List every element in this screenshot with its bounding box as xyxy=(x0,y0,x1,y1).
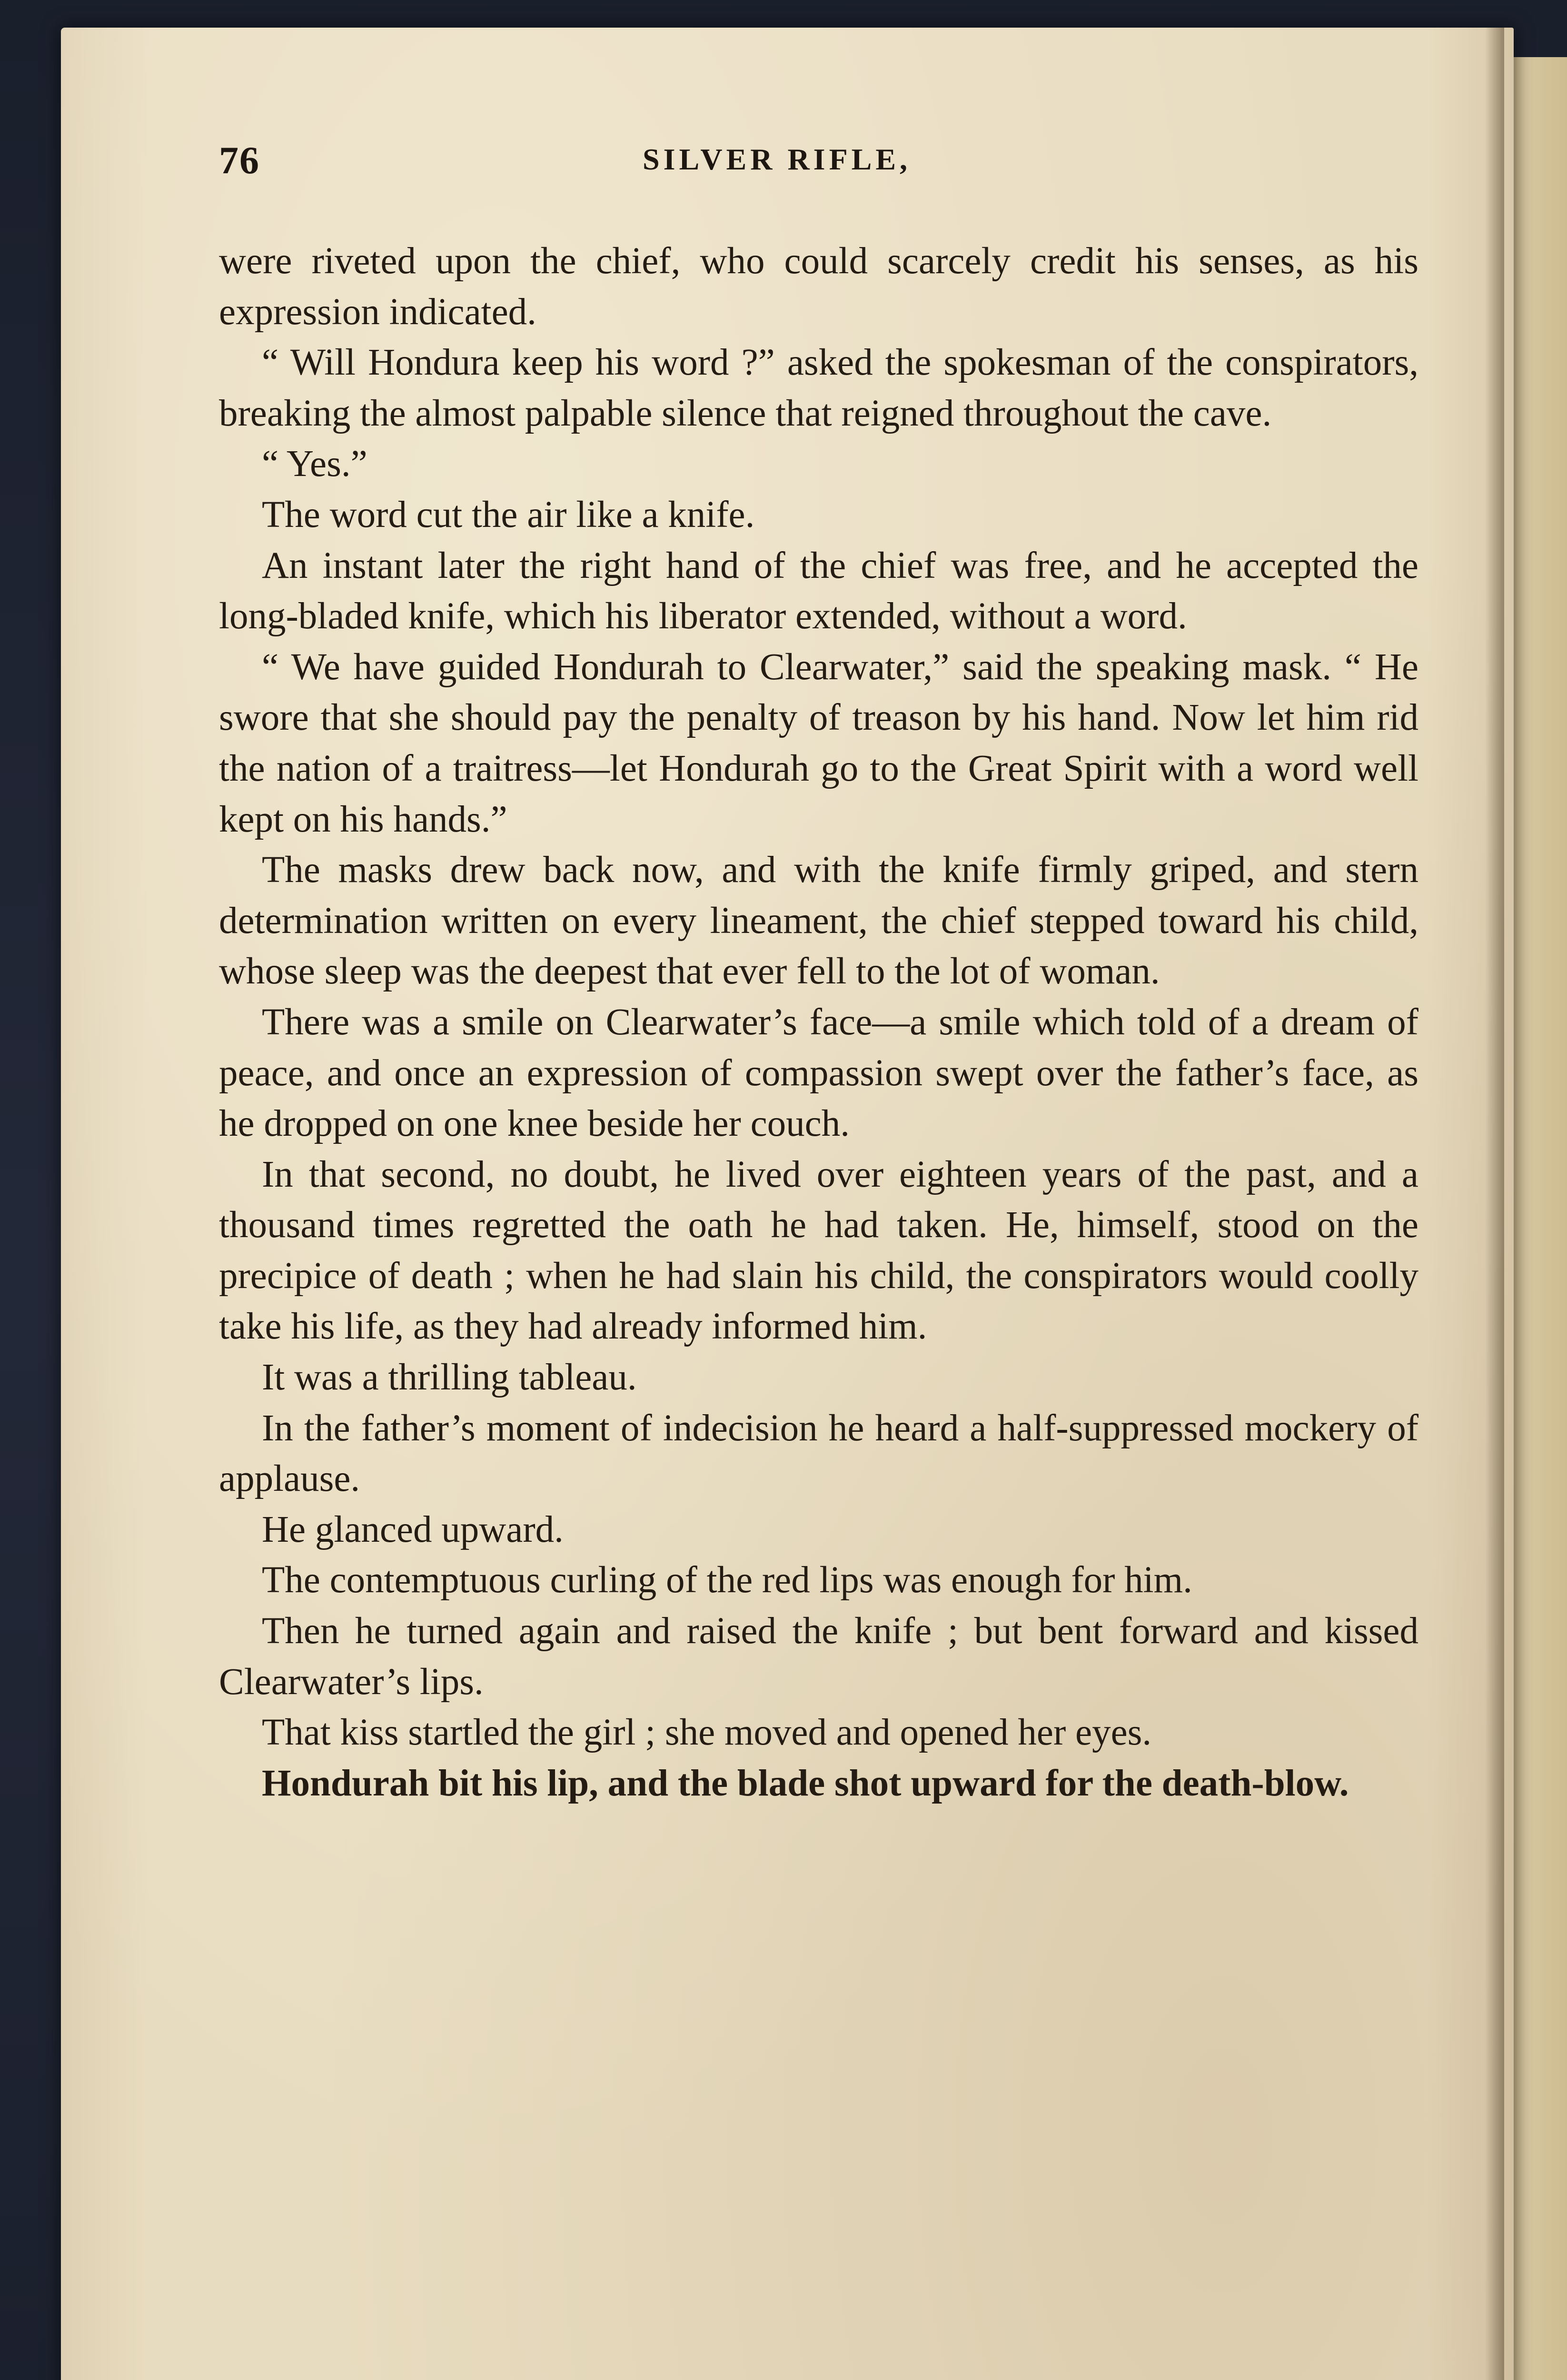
paragraph: The contemptuous curling of the red lips was enough for him. xyxy=(262,1559,1192,1601)
paragraph: An instant later the right hand of the chief was free, and he accepted the long-bladed knife, which his liberator extended, without a word. xyxy=(219,545,1418,637)
paragraph: It was a thrilling tableau. xyxy=(262,1357,637,1398)
paragraph: He glanced upward. xyxy=(262,1508,564,1550)
paragraph: That kiss startled the girl ; she moved and opened her eyes. xyxy=(262,1712,1152,1754)
paragraph: In that second, no doubt, he lived over eighteen years of the past, and a thousand times regretted the oath he had taken. He, himself, stood on the precipice of death ; when he had slain his child, the conspirators would coolly take his life, as they had already informed him. xyxy=(219,1153,1418,1348)
paragraph: “ Will Hondura keep his word ?” asked the spokesman of the conspirators, breaking the almost palpable silence that reigned throughout the cave. xyxy=(219,342,1418,434)
paragraph: The masks drew back now, and with the knife firmly griped, and stern determination written on every lineament, the chief stepped toward his child, whose sleep was the deepest that ever fell to the lot of woman. xyxy=(219,849,1418,992)
body-text xyxy=(219,236,1418,1809)
binding-shadow xyxy=(1485,28,1504,2380)
paragraph: In the father’s moment of indecision he heard a half-suppressed mockery of applause. xyxy=(219,1407,1418,1500)
page-header xyxy=(219,138,1418,190)
page-number: 76 xyxy=(219,139,260,182)
running-head: SILVER RIFLE, xyxy=(643,142,912,176)
paragraph: Hondurah bit his lip, and the blade shot upward for the death-blow. xyxy=(262,1762,1349,1804)
paragraph: “ We have guided Hondurah to Clearwater,” said the speaking mask. “ He swore that she should pay the penalty of treason by his hand. Now let him rid the nation of a traitress—let Hondurah go to the Great Spirit with a word well kept on his hands.” xyxy=(219,646,1418,840)
paragraph: were riveted upon the chief, who could scarcely credit his senses, as his expression indicated. xyxy=(219,240,1418,333)
paragraph: There was a smile on Clearwater’s face—a smile which told of a dream of peace, and once an expression of compassion swept over the father’s face, as he dropped on one knee beside her couch. xyxy=(219,1001,1418,1145)
paragraph: Then he turned again and raised the knife ; but bent forward and kissed Clearwater’s lips. xyxy=(219,1610,1418,1703)
paragraph: The word cut the air like a knife. xyxy=(262,494,755,536)
paragraph: “ Yes.” xyxy=(262,443,367,485)
